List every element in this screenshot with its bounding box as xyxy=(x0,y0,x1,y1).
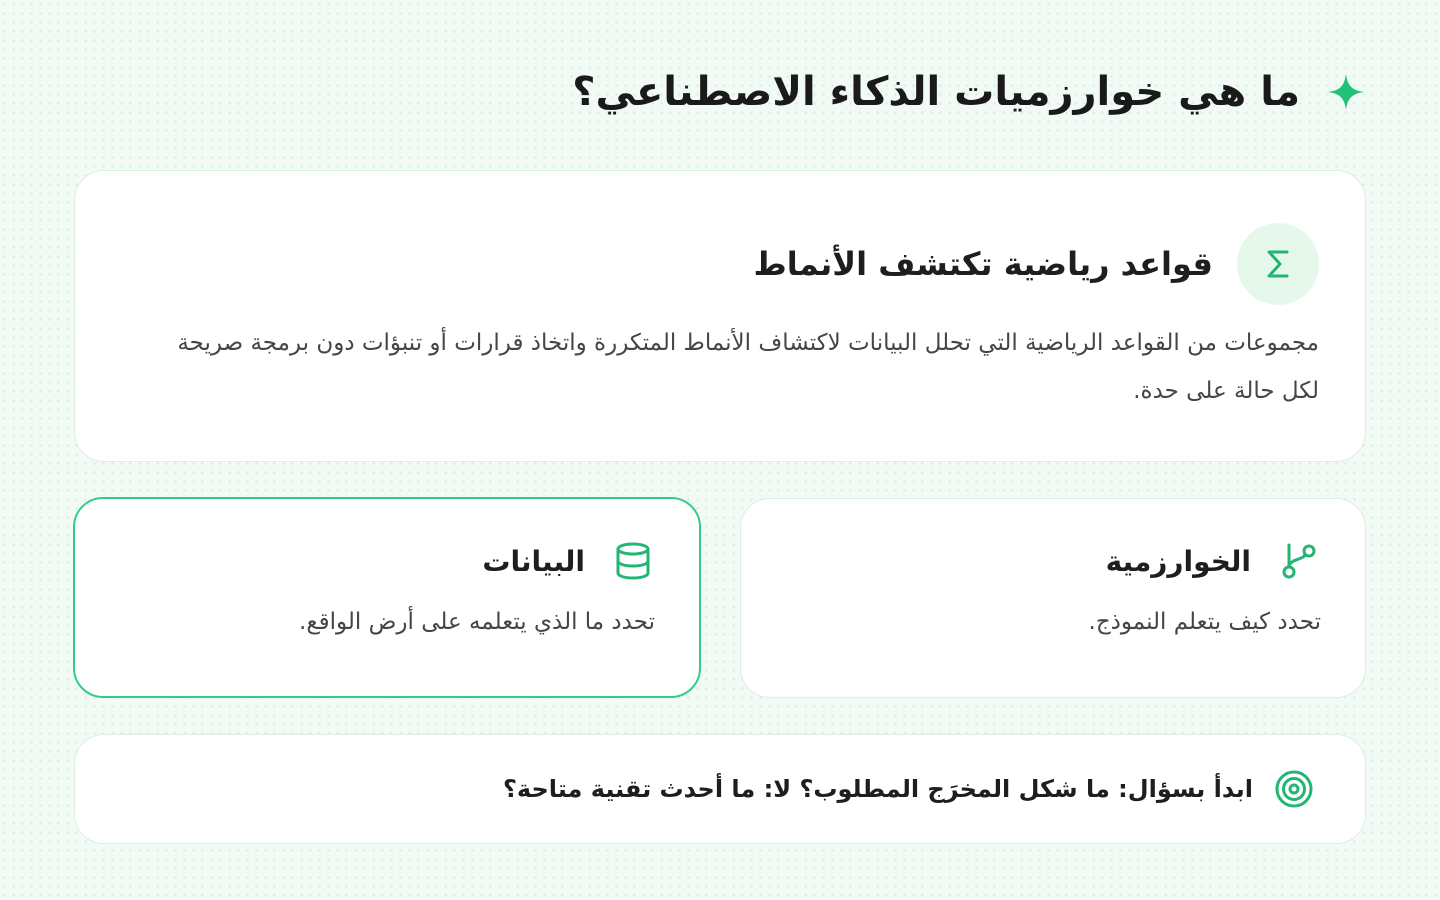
definition-card-header xyxy=(754,223,1319,305)
definition-card xyxy=(74,170,1366,462)
definition-card-description: مجموعات من القواعد الرياضية التي تحلل البيانات لاكتشاف الأنماط المتكررة واتخاذ قرارات أو تنبؤات دون برمجة صريحة لكل حالة على حدة. xyxy=(177,330,1319,404)
tip-row xyxy=(503,735,1315,843)
algorithm-card xyxy=(740,498,1366,698)
sigma-icon xyxy=(1237,223,1319,305)
branch-icon xyxy=(1277,539,1321,583)
target-icon xyxy=(1273,768,1315,810)
data-card-description: تحدد ما الذي يتعلمه على أرض الواقع. xyxy=(299,609,655,635)
algorithm-card-header xyxy=(1106,539,1321,583)
page-header xyxy=(572,62,1366,122)
data-card xyxy=(73,497,701,698)
sparkle-icon xyxy=(1326,72,1366,112)
tip-text: ابدأ بسؤال: ما شكل المخرَج المطلوب؟ لا: ما أحدث تقنية متاحة؟ xyxy=(502,775,1253,803)
page-title: ما هي خوارزميات الذكاء الاصطناعي؟ xyxy=(572,69,1300,115)
algorithm-card-description: تحدد كيف يتعلم النموذج. xyxy=(1088,609,1321,635)
algorithm-card-title: الخوارزمية xyxy=(1105,544,1251,578)
data-card-header xyxy=(482,539,655,583)
definition-card-title: قواعد رياضية تكتشف الأنماط xyxy=(753,245,1213,283)
tip-card xyxy=(74,734,1366,844)
data-card-title: البيانات xyxy=(482,544,585,578)
database-icon xyxy=(611,539,655,583)
